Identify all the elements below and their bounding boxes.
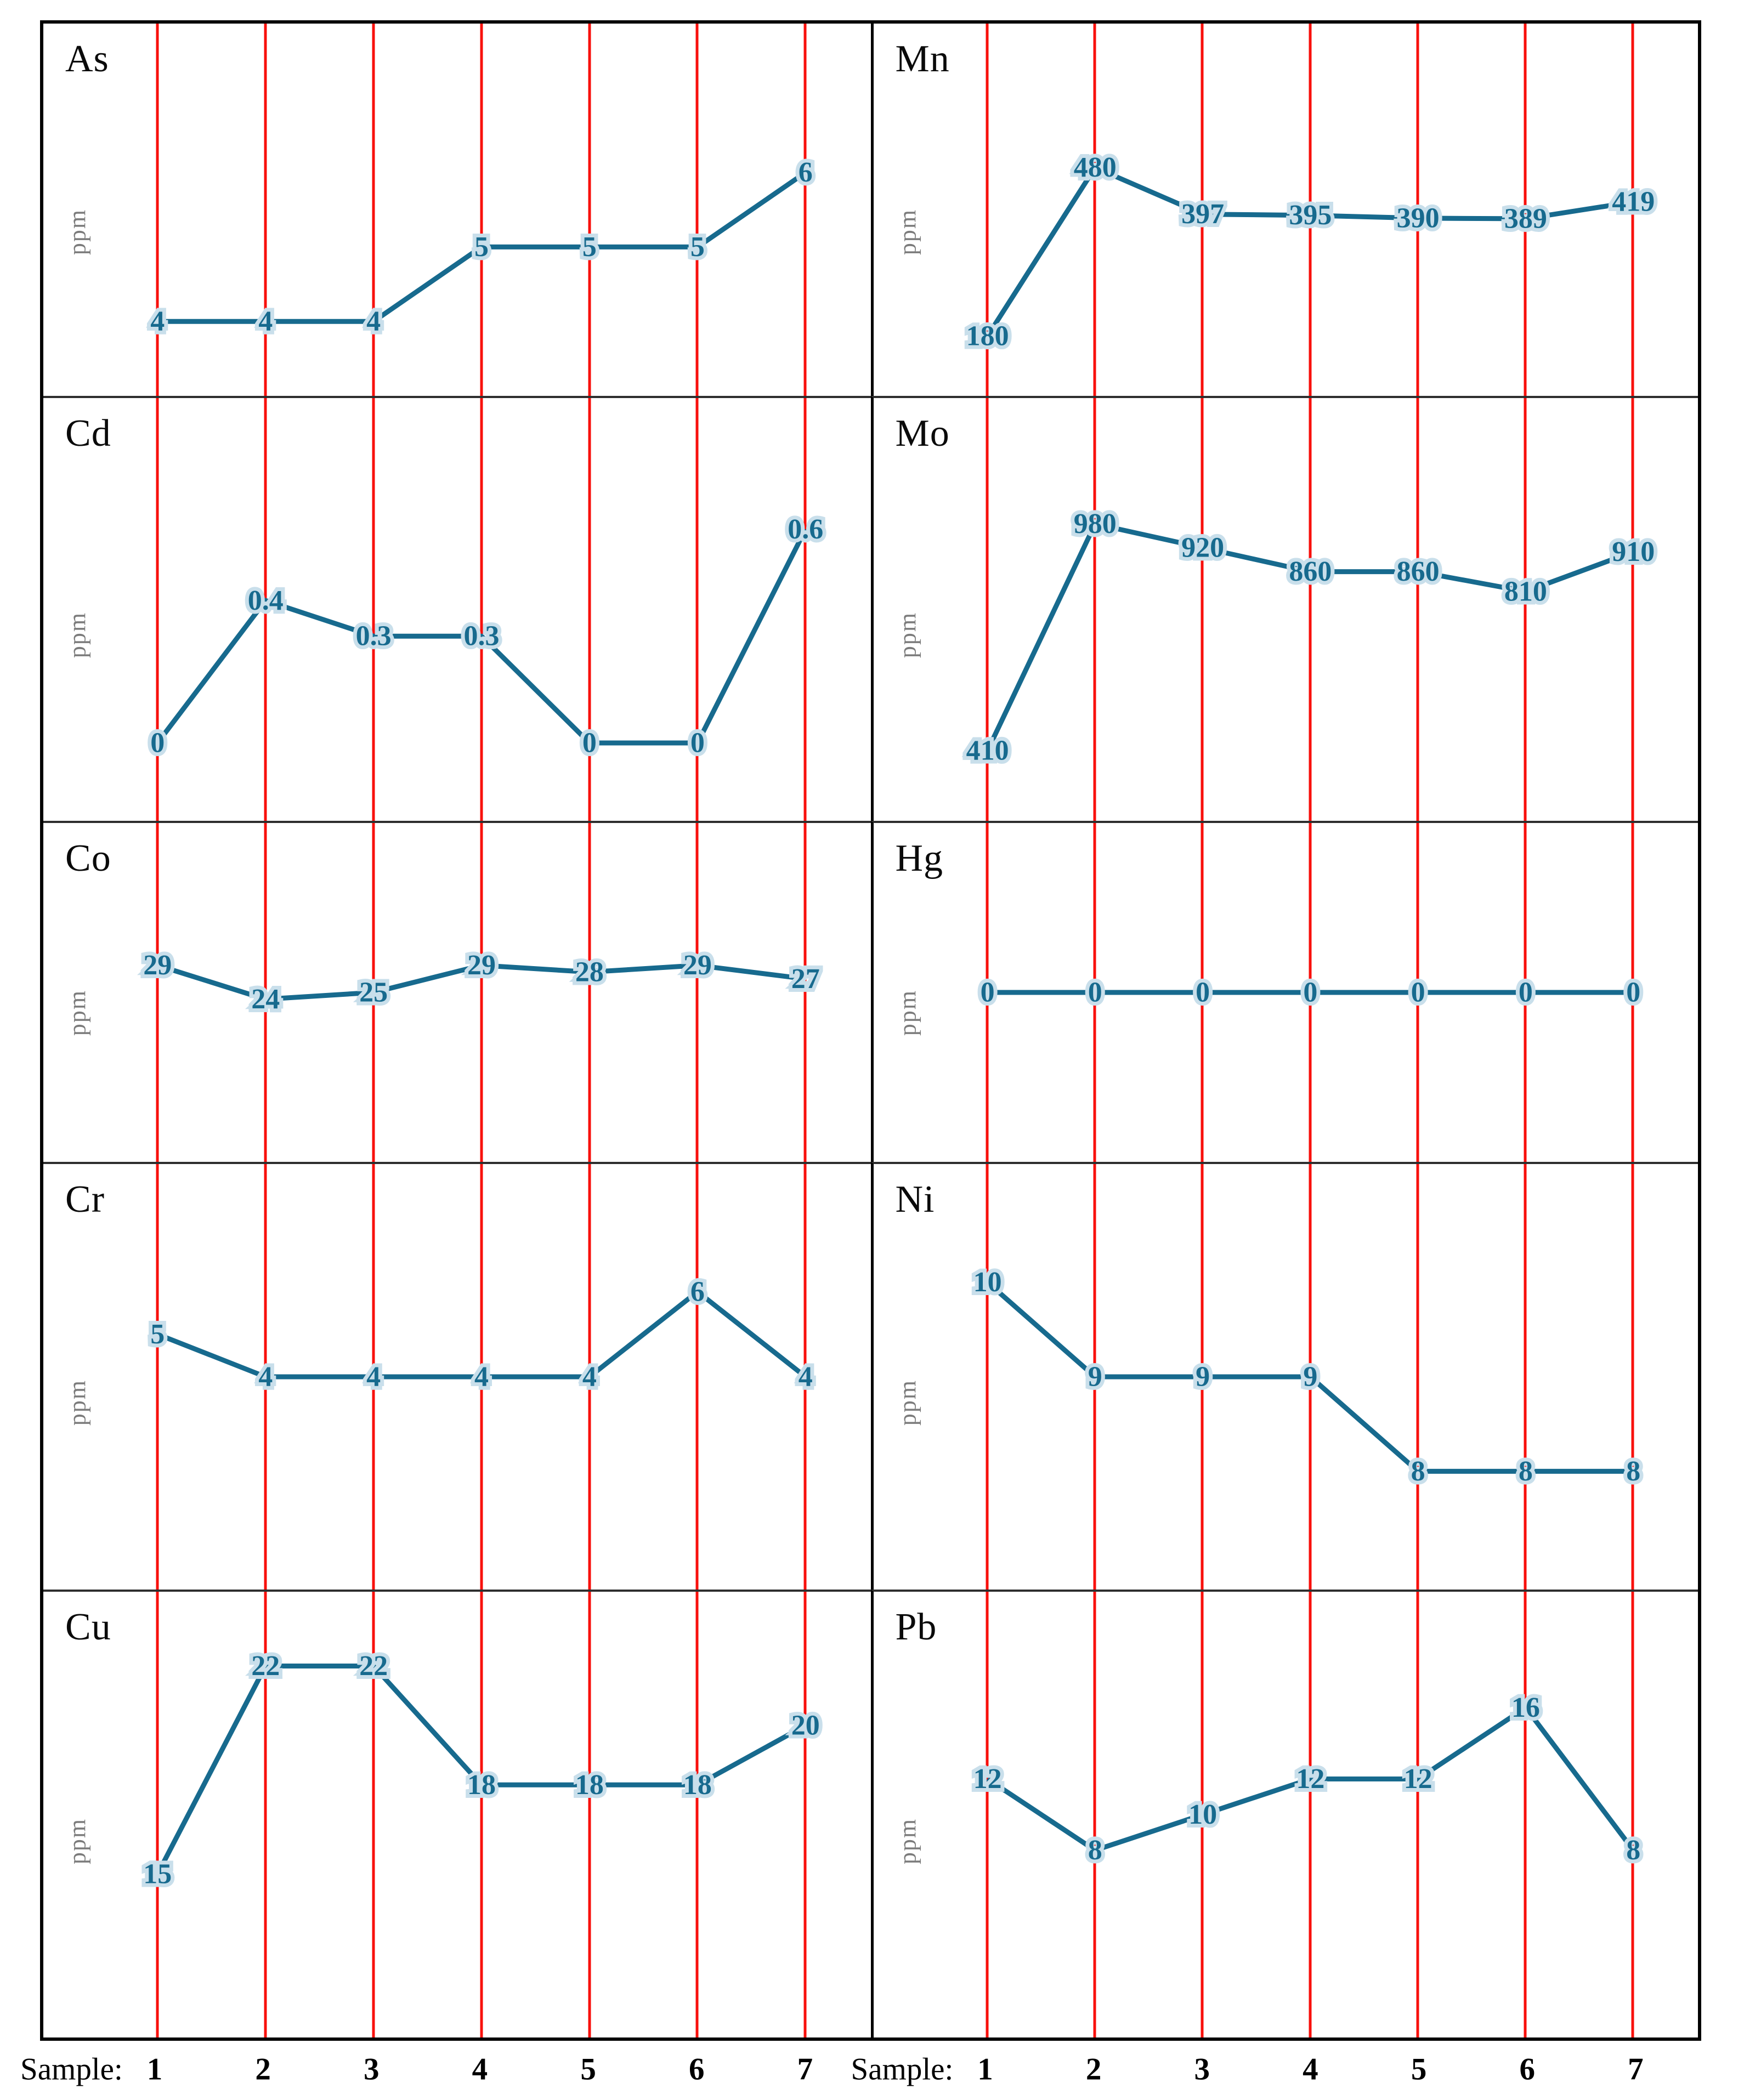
x-tick-7: 7 (797, 2052, 813, 2087)
value-label: 24 (251, 983, 280, 1015)
x-tick-3: 3 (1194, 2052, 1210, 2087)
panel-cr (43, 1162, 871, 1590)
panel-cd (43, 396, 871, 821)
value-label: 29 (143, 950, 172, 981)
value-label: 410 (966, 735, 1009, 767)
x-tick-1: 1 (146, 2052, 163, 2087)
plot-area-co (43, 823, 871, 1162)
metals-sparkline-grid (40, 20, 1701, 2041)
value-label: 9 (1195, 1361, 1210, 1393)
value-label: 180 (966, 320, 1009, 352)
value-label: 18 (467, 1769, 496, 1801)
panel-cu (43, 1590, 871, 2037)
panel-title-mn: Mn (895, 38, 950, 80)
value-label: 4 (366, 305, 381, 337)
y-axis-label-ni: ppm (894, 1379, 921, 1426)
value-label: 4 (798, 1361, 813, 1393)
value-label: 18 (683, 1769, 712, 1801)
line-series-Mn (874, 24, 1698, 396)
x-tick-4: 4 (1303, 2052, 1318, 2087)
panel-hg (871, 821, 1698, 1162)
x-tick-5: 5 (580, 2052, 596, 2087)
panel-mn (871, 24, 1698, 396)
y-axis-label-pb: ppm (894, 1818, 921, 1865)
panel-as (43, 24, 871, 396)
x-tick-3: 3 (364, 2052, 380, 2087)
value-label: 397 (1181, 198, 1224, 230)
value-label: 0.3 (463, 620, 500, 652)
plot-area-cr (43, 1164, 871, 1590)
value-label: 9 (1088, 1361, 1102, 1393)
line-series-As (43, 24, 871, 396)
x-axis-left-column (20, 2041, 871, 2098)
value-label: 0 (1626, 977, 1640, 1008)
panel-title-mo: Mo (895, 412, 950, 455)
x-tick-2: 2 (255, 2052, 271, 2087)
value-label: 0 (1411, 977, 1425, 1008)
value-label: 0 (980, 977, 995, 1008)
value-label: 29 (683, 950, 712, 981)
plot-area-cu (43, 1592, 871, 2037)
y-axis-label-cr: ppm (64, 1379, 91, 1426)
value-label: 5 (474, 231, 489, 263)
plot-area-hg (874, 823, 1698, 1162)
value-label: 12 (1295, 1763, 1324, 1795)
line-series-Cr (43, 1164, 871, 1590)
value-label: 4 (258, 305, 273, 337)
y-axis-label-co: ppm (64, 989, 91, 1036)
y-axis-label-hg: ppm (894, 989, 921, 1036)
plot-area-mn (874, 24, 1698, 396)
value-label: 0 (1303, 977, 1317, 1008)
panel-mo (871, 396, 1698, 821)
value-label: 6 (690, 1276, 705, 1308)
x-axis-title: Sample: (20, 2052, 123, 2087)
value-label: 0.4 (247, 584, 284, 616)
value-label: 0 (1195, 977, 1210, 1008)
panel-co (43, 821, 871, 1162)
value-label: 910 (1611, 536, 1655, 567)
value-label: 4 (582, 1361, 597, 1393)
value-label: 389 (1504, 203, 1547, 235)
y-axis-label-cu: ppm (64, 1818, 91, 1865)
line-series-Co (43, 823, 871, 1162)
y-axis-label-mo: ppm (894, 611, 921, 658)
panel-title-ni: Ni (895, 1178, 935, 1221)
value-label: 28 (575, 956, 604, 988)
value-label: 20 (791, 1710, 820, 1741)
value-label: 16 (1511, 1692, 1540, 1723)
value-label: 0.3 (355, 620, 392, 652)
y-axis-label-mn: ppm (894, 209, 921, 256)
x-tick-4: 4 (472, 2052, 488, 2087)
value-label: 8 (1518, 1455, 1533, 1487)
value-label: 18 (575, 1769, 604, 1801)
value-label: 395 (1288, 200, 1332, 231)
panel-pb (871, 1590, 1698, 2037)
panel-title-cu: Cu (65, 1606, 111, 1648)
value-label: 0 (690, 727, 705, 759)
plot-area-cd (43, 398, 871, 821)
y-axis-label-as: ppm (64, 209, 91, 256)
value-label: 4 (258, 1361, 273, 1393)
x-tick-1: 1 (977, 2052, 993, 2087)
value-label: 10 (973, 1267, 1002, 1298)
value-label: 860 (1288, 556, 1332, 588)
value-label: 4 (366, 1361, 381, 1393)
value-label: 0 (582, 727, 597, 759)
value-label: 8 (1411, 1455, 1425, 1487)
value-label: 920 (1181, 532, 1224, 564)
value-label: 10 (1188, 1799, 1217, 1830)
value-label: 0 (1088, 977, 1102, 1008)
x-axis-title: Sample: (851, 2052, 954, 2087)
value-label: 15 (143, 1858, 172, 1890)
panel-title-cr: Cr (65, 1178, 105, 1221)
value-label: 480 (1073, 152, 1117, 184)
value-label: 4 (474, 1361, 489, 1393)
value-label: 5 (150, 1318, 165, 1350)
value-label: 12 (973, 1763, 1002, 1795)
line-series-Cd (43, 398, 871, 821)
panel-title-co: Co (65, 837, 111, 879)
value-label: 4 (150, 305, 165, 337)
panel-title-pb: Pb (895, 1606, 937, 1648)
line-series-Cu (43, 1592, 871, 2037)
value-label: 25 (359, 977, 388, 1008)
value-label: 12 (1403, 1763, 1432, 1795)
value-label: 29 (467, 950, 496, 981)
value-label: 0 (1518, 977, 1533, 1008)
x-tick-6: 6 (1519, 2052, 1535, 2087)
panel-title-as: As (65, 38, 109, 80)
line-series-Hg (874, 823, 1698, 1162)
y-axis-label-cd: ppm (64, 611, 91, 658)
plot-area-pb (874, 1592, 1698, 2037)
value-label: 419 (1611, 186, 1655, 218)
value-label: 0.6 (788, 513, 824, 545)
x-tick-6: 6 (688, 2052, 705, 2087)
value-label: 5 (582, 231, 597, 263)
value-label: 0 (150, 727, 165, 759)
value-label: 8 (1626, 1835, 1640, 1866)
value-label: 860 (1396, 556, 1440, 588)
plot-area-as (43, 24, 871, 396)
value-label: 8 (1088, 1835, 1102, 1866)
x-axis-right-column (851, 2041, 1702, 2098)
value-label: 980 (1073, 508, 1117, 540)
line-series-Pb (874, 1592, 1698, 2037)
panel-ni (871, 1162, 1698, 1590)
panel-title-cd: Cd (65, 412, 111, 455)
plot-area-ni (874, 1164, 1698, 1590)
value-label: 8 (1626, 1455, 1640, 1487)
series-polyline (987, 168, 1633, 336)
line-series-Mo (874, 398, 1698, 821)
value-label: 22 (359, 1650, 388, 1682)
plot-area-mo (874, 398, 1698, 821)
line-series-Ni (874, 1164, 1698, 1590)
x-tick-5: 5 (1411, 2052, 1427, 2087)
value-label: 22 (251, 1650, 280, 1682)
value-label: 390 (1396, 202, 1440, 234)
value-label: 9 (1303, 1361, 1317, 1393)
value-label: 27 (791, 963, 820, 995)
panel-title-hg: Hg (895, 837, 944, 879)
x-tick-7: 7 (1628, 2052, 1644, 2087)
value-label: 6 (798, 157, 813, 189)
value-label: 810 (1504, 576, 1547, 608)
x-axis (20, 2041, 1701, 2098)
x-tick-2: 2 (1085, 2052, 1102, 2087)
value-label: 5 (690, 231, 705, 263)
